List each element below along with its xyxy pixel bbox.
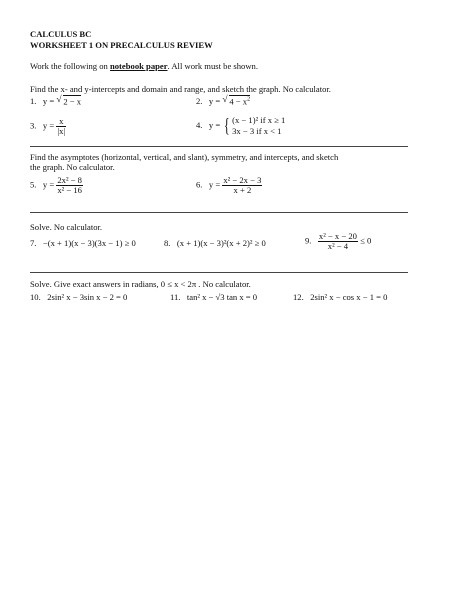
problem-lhs: y = xyxy=(42,96,55,106)
section-2-instruction-line-1: Find the asymptotes (horizontal, vertical, and slant), symmetry, and intercepts, and sketch xyxy=(30,152,339,162)
numerator: x xyxy=(56,117,66,127)
problem-lhs: y = xyxy=(208,119,221,130)
case-2: 3x − 3 if x < 1 xyxy=(232,126,282,136)
intro-prefix: Work the following on xyxy=(30,61,110,71)
fraction xyxy=(222,176,262,195)
problem-number: 8. xyxy=(164,238,171,248)
problem-2 xyxy=(196,96,250,106)
brace-icon: { xyxy=(224,115,231,137)
intro-emphasis: notebook paper xyxy=(109,61,168,71)
problem-10 xyxy=(30,292,127,302)
problem-expression: −(x + 1)(x − 3)(3x − 1) ≥ 0 xyxy=(42,238,136,248)
denominator: |x| xyxy=(57,126,66,136)
problem-number: 4. xyxy=(196,119,203,130)
radicand: 2 − x xyxy=(63,96,82,106)
problem-lhs: y = xyxy=(208,179,221,190)
numerator: x² − x − 20 xyxy=(318,231,357,241)
denominator: x² − 4 xyxy=(327,241,349,251)
problem-4 xyxy=(196,115,285,137)
problem-expression: 2sin² x − cos x − 1 = 0 xyxy=(310,292,388,302)
problem-expression: tan² x − √3 tan x = 0 xyxy=(186,292,258,302)
section-2-instruction-line-2: the graph. No calculator. xyxy=(30,162,115,172)
relation: ≤ 0 xyxy=(360,235,372,246)
problem-number: 9. xyxy=(305,235,312,246)
problem-number: 5. xyxy=(30,179,37,190)
divider xyxy=(30,212,408,213)
problem-lhs: y = xyxy=(42,179,55,190)
intro-suffix: . All work must be shown. xyxy=(167,61,259,71)
problem-number: 3. xyxy=(30,120,37,131)
denominator: x + 2 xyxy=(233,185,252,195)
case-1: (x − 1)² if x ≥ 1 xyxy=(232,115,286,125)
course-title: CALCULUS BC xyxy=(30,29,92,39)
fraction xyxy=(56,117,66,136)
problem-8 xyxy=(164,238,266,248)
intro-line xyxy=(30,61,258,71)
numerator: x² − 2x − 3 xyxy=(223,175,262,185)
problem-6 xyxy=(196,176,262,195)
problem-number: 11. xyxy=(170,292,181,302)
problem-5 xyxy=(30,176,83,195)
problem-lhs: y = xyxy=(42,120,55,131)
problem-12 xyxy=(293,292,387,302)
denominator: x² − 16 xyxy=(57,185,82,195)
section-4-instruction: Solve. Give exact answers in radians, 0 ≤ x < 2π . No calculator. xyxy=(30,279,251,289)
worksheet-title: WORKSHEET 1 ON PRECALCULUS REVIEW xyxy=(30,40,213,50)
radicand: 4 − x xyxy=(229,96,248,106)
problem-number: 10. xyxy=(30,292,41,302)
problem-3 xyxy=(30,117,66,136)
numerator: 2x² − 8 xyxy=(57,175,82,185)
fraction xyxy=(318,232,358,251)
sqrt xyxy=(56,96,81,106)
problem-lhs: y = xyxy=(208,96,221,106)
problem-11 xyxy=(170,292,257,302)
divider xyxy=(30,146,408,147)
problem-number: 12. xyxy=(293,292,304,302)
problem-number: 6. xyxy=(196,179,203,190)
sqrt: √ $4 - x^2$ xyxy=(222,96,250,106)
problem-7 xyxy=(30,238,136,248)
problem-number: 1. xyxy=(30,96,37,106)
problem-1 xyxy=(30,96,81,106)
section-3-instruction: Solve. No calculator. xyxy=(30,222,103,232)
fraction xyxy=(56,176,83,195)
piecewise-cases xyxy=(232,115,285,137)
problem-expression: 2sin² x − 3sin x − 2 = 0 xyxy=(47,292,128,302)
problem-expression: (x + 1)(x − 3)²(x + 2)² ≥ 0 xyxy=(176,238,266,248)
problem-9 xyxy=(305,232,371,251)
section-1-instruction: Find the x- and y-intercepts and domain and range, and sketch the graph. No calculator. xyxy=(30,84,331,94)
problem-number: 7. xyxy=(30,238,37,248)
problem-number: 2. xyxy=(196,96,203,106)
divider xyxy=(30,272,408,273)
